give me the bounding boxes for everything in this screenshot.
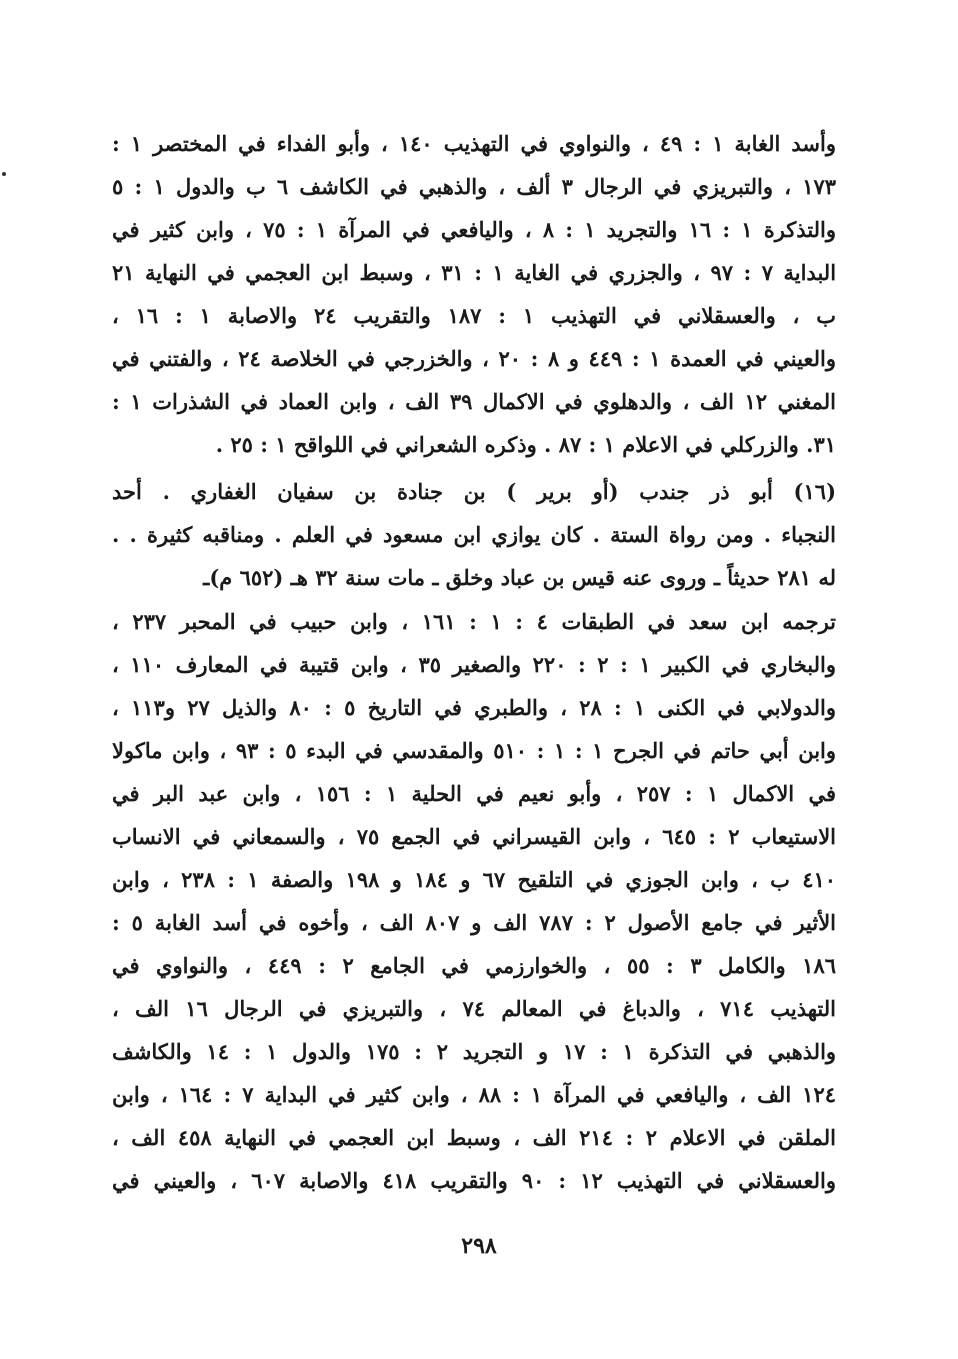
text-line: ١٢٤ الف ، واليافعي في المرآة ١ : ٨٨ ، وابن كثير في البداية ٧ : ١٦٤ ، وابن <box>112 1082 837 1107</box>
text-line: له ٢٨١ حديثاً ـ وروى عنه قيس بن عباد وخلق ـ مات سنة ٣٢ هـ (٦٥٢ م)ـ <box>203 565 836 590</box>
text-line: المغني ١٢ الف ، والدهلوي في الاكمال ٣٩ الف ، وابن العماد في الشذرات ١ : <box>112 389 836 414</box>
text-line: ٣١. والزركلي في الاعلام ١ : ٨٧ . وذكره الشعراني في اللواقح ١ : ٢٥ . <box>215 432 836 457</box>
text-line: التهذيب ٧١٤ ، والدباغ في المعالم ٧٤ ، والتبريزي في الرجال ١٦ الف ، <box>112 996 837 1021</box>
page-number: ٢٩٨ <box>461 1233 497 1259</box>
text-line: ١٨٦ والكامل ٣ : ٥٥ ، والخوارزمي في الجامع ٢ : ٤٤٩ ، والنواوي في <box>112 953 837 978</box>
text-line: وأسد الغابة ١ : ٤٩ ، والنواوي في التهذيب ١٤٠ ، وأبو الفداء في المختصر ١ : <box>112 131 836 156</box>
entry-heading-line: (١٦) أبو ذر جندب (أو برير ) بن جنادة بن سفيان الغفاري . أحد <box>112 479 836 504</box>
paragraph-3-references <box>112 600 836 1202</box>
text-line: والدولابي في الكنى ١ : ٢٨ ، والطبري في التاريخ ٥ : ٨٠ والذيل ٢٧ و١١٣ ، <box>112 695 836 720</box>
text-line: والتذكرة ١ : ١٦ والتجريد ١ : ٨ ، واليافعي في المرآة ١ : ٧٥ ، وابن كثير في <box>112 217 837 242</box>
margin-mark <box>2 172 6 176</box>
text-line: والعيني في العمدة ١ : ٤٤٩ و ٨ : ٢٠ ، والخزرجي في الخلاصة ٢٤ ، والفتني في <box>112 346 836 371</box>
text-line: ٤١٠ ب ، وابن الجوزي في التلقيح ٦٧ و ١٨٤ و ١٩٨ والصفة ١ : ٢٣٨ ، وابن <box>112 867 837 892</box>
text-line: ترجمه ابن سعد في الطبقات ٤ : ١ : ١٦١ ، وابن حبيب في المحبر ٢٣٧ ، <box>112 609 837 634</box>
paragraph-1 <box>112 122 836 466</box>
text-line: وابن أبي حاتم في الجرح ١ : ١ : ٥١٠ والمقدسي في البدء ٥ : ٩٣ ، وابن ماكولا <box>112 738 837 763</box>
paragraph-2-biography-entry <box>112 470 836 599</box>
text-line: الأثير في جامع الأصول ٢ : ٧٨٧ الف و ٨٠٧ الف ، وأخوه في أسد الغابة ٥ : <box>112 910 837 935</box>
text-line: والعسقلاني في التهذيب ١٢ : ٩٠ والتقريب ٤١٨ والاصابة ٦٠٧ ، والعيني في <box>112 1168 836 1193</box>
text-line: الملقن في الاعلام ٢ : ٢١٤ الف ، وسبط ابن العجمي في النهاية ٤٥٨ الف ، <box>112 1125 837 1150</box>
text-line: والبخاري في الكبير ١ : ٢ : ٢٢٠ والصغير ٣٥ ، وابن قتيبة في المعارف ١١٠ ، <box>112 652 837 677</box>
text-line: النجباء . ومن رواة الستة . كان يوازي ابن مسعود في العلم . ومناقبه كثيرة . . <box>112 522 836 547</box>
text-line: ب ، والعسقلاني في التهذيب ١ : ١٨٧ والتقريب ٢٤ والاصابة ١ : ١٦ ، <box>112 303 837 328</box>
text-line: البداية ٧ : ٩٧ ، والجزري في الغاية ١ : ٣١ ، وسبط ابن العجمي في النهاية ٢١ <box>112 260 837 285</box>
text-line: في الاكمال ١ : ٢٥٧ ، وأبو نعيم في الحلية ١ : ١٥٦ ، وابن عبد البر في <box>112 781 836 806</box>
text-line: ١٧٣ ، والتبريزي في الرجال ٣ ألف ، والذهبي في الكاشف ٦ ب والدول ١ : ٥ <box>112 174 837 199</box>
text-line: والذهبي في التذكرة ١ : ١٧ و التجريد ٢ : ١٧٥ والدول ١ : ١٤ والكاشف <box>112 1039 837 1064</box>
text-line: الاستيعاب ٢ : ٦٤٥ ، وابن القيسراني في الجمع ٧٥ ، والسمعاني في الانساب <box>112 824 837 849</box>
